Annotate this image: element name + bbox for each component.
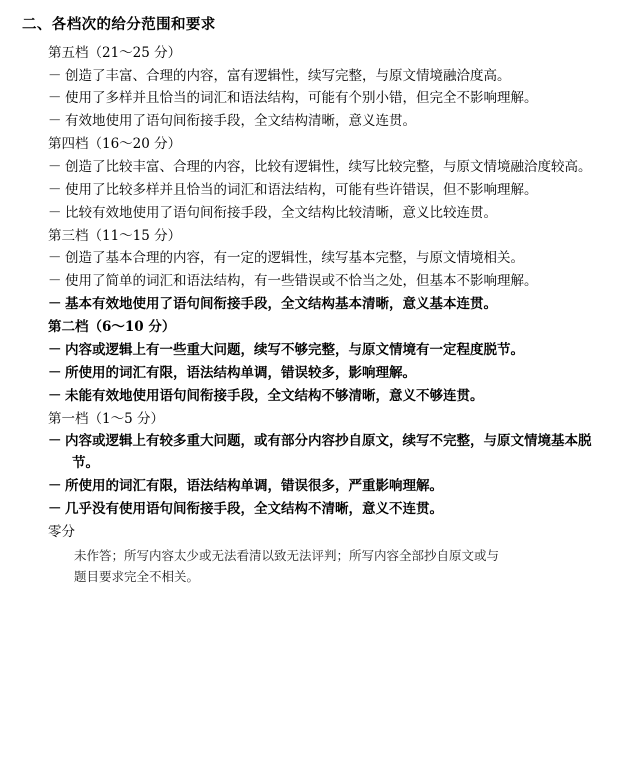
dash-icon: －	[48, 90, 62, 107]
criterion-text: 基本有效地使用了语句间衔接手段，全文结构基本清晰，意义基本连贯。	[65, 296, 497, 313]
dash-icon: －	[48, 159, 62, 176]
list-item	[22, 476, 603, 498]
dash-icon: －	[48, 500, 62, 517]
criterion-text: 创造了基本合理的内容，有一定的逻辑性，续写基本完整，与原文情境相关。	[65, 250, 524, 267]
band-criteria-list	[22, 340, 603, 408]
criterion-text: 使用了简单的词汇和语法结构，有一些错误或不恰当之处，但基本不影响理解。	[65, 273, 538, 290]
dash-icon: －	[48, 273, 62, 290]
criterion-text: 所使用的词汇有限，语法结构单调，错误很多，严重影响理解。	[65, 478, 443, 495]
page-title: 二、各档次的给分范围和要求	[22, 16, 216, 33]
dash-icon: －	[48, 478, 62, 495]
zero-note-line: 未作答；所写内容太少或无法看清以致无法评判；所写内容全部抄自原文或与	[74, 547, 500, 563]
band-heading: 零分	[48, 523, 75, 540]
dash-icon: －	[48, 433, 62, 450]
list-item	[22, 88, 603, 110]
criterion-text: 创造了丰富、合理的内容，富有逻辑性，续写完整，与原文情境融洽度高。	[65, 67, 511, 84]
band-heading: 第三档（11～15 分）	[48, 227, 182, 244]
score-band	[22, 134, 603, 224]
zero-note	[22, 545, 603, 587]
dash-icon: －	[48, 250, 62, 267]
dash-icon: －	[48, 67, 62, 84]
list-item	[22, 111, 603, 133]
criterion-text: 有效地使用了语句间衔接手段，全文结构清晰，意义连贯。	[65, 113, 416, 130]
band-heading: 第二档（6～10 分）	[48, 319, 176, 336]
score-band	[22, 226, 603, 316]
dash-icon: －	[48, 341, 62, 358]
criterion-text: 几乎没有使用语句间衔接手段，全文结构不清晰，意义不连贯。	[65, 500, 443, 517]
band-criteria-list	[22, 157, 603, 225]
criterion-text: 内容或逻辑上有较多重大问题，或有部分内容抄自原文，续写不完整，与原文情境基本脱节。	[65, 433, 592, 472]
list-item	[22, 499, 603, 521]
score-band	[22, 317, 603, 407]
list-item	[22, 386, 603, 408]
zero-score-band	[22, 522, 603, 587]
score-band	[22, 409, 603, 521]
list-item	[22, 294, 603, 316]
dash-icon: －	[48, 204, 62, 221]
band-heading: 第五档（21～25 分）	[48, 44, 182, 61]
band-criteria-list	[22, 248, 603, 316]
zero-note-line: 题目要求完全不相关。	[74, 568, 200, 584]
criterion-text: 使用了比较多样并且恰当的词汇和语法结构，可能有些许错误，但不影响理解。	[65, 181, 538, 198]
criterion-text: 使用了多样并且恰当的词汇和语法结构，可能有个别小错，但完全不影响理解。	[65, 90, 538, 107]
band-heading: 第一档（1～5 分）	[48, 410, 164, 427]
list-item	[22, 180, 603, 202]
list-item	[22, 248, 603, 270]
band-criteria-list	[22, 66, 603, 134]
list-item	[22, 431, 603, 475]
score-band	[22, 43, 603, 133]
dash-icon: －	[48, 181, 62, 198]
criterion-text: 内容或逻辑上有一些重大问题，续写不够完整，与原文情境有一定程度脱节。	[65, 341, 524, 358]
list-item	[22, 203, 603, 225]
list-item	[22, 66, 603, 88]
band-heading: 第四档（16～20 分）	[48, 136, 182, 153]
dash-icon: －	[48, 387, 62, 404]
dash-icon: －	[48, 364, 62, 381]
list-item	[22, 271, 603, 293]
list-item	[22, 340, 603, 362]
criterion-text: 创造了比较丰富、合理的内容，比较有逻辑性，续写比较完整，与原文情境融洽度较高。	[65, 159, 592, 176]
list-item	[22, 363, 603, 385]
criterion-text: 所使用的词汇有限，语法结构单调，错误较多，影响理解。	[65, 364, 416, 381]
band-criteria-list	[22, 431, 603, 520]
dash-icon: －	[48, 296, 62, 313]
criterion-text: 未能有效地使用语句间衔接手段，全文结构不够清晰，意义不够连贯。	[65, 387, 484, 404]
list-item	[22, 157, 603, 179]
dash-icon: －	[48, 113, 62, 130]
criterion-text: 比较有效地使用了语句间衔接手段，全文结构比较清晰，意义比较连贯。	[65, 204, 497, 221]
